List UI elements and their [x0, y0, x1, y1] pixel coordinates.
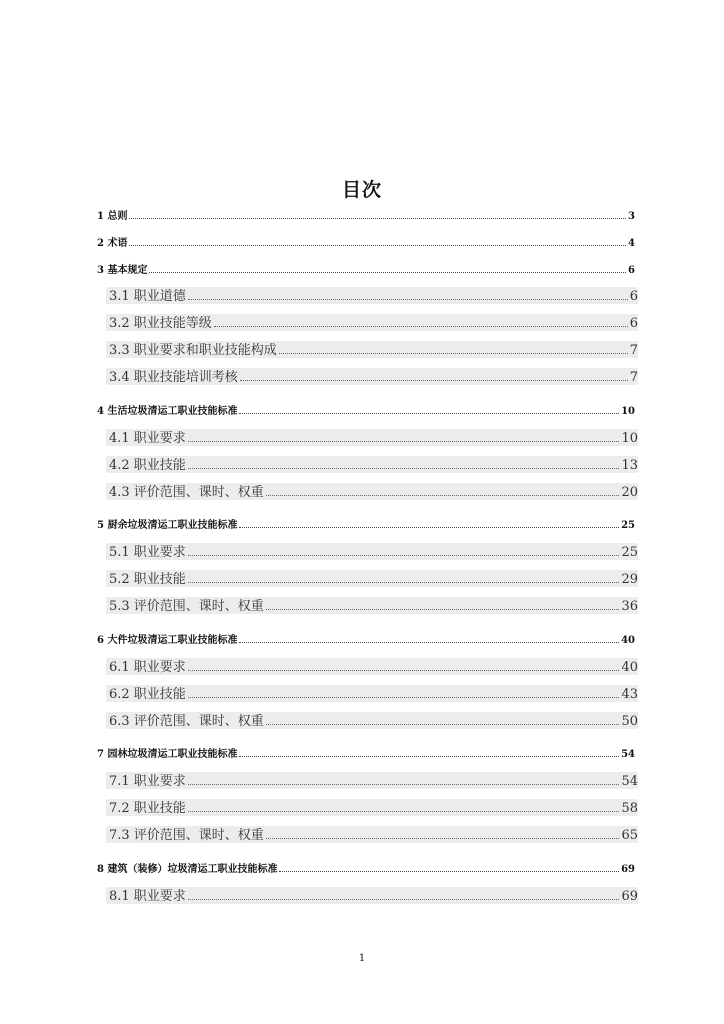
toc-entry-page: 25 [621, 520, 635, 531]
toc-entry-label: 6.3 评价范围、课时、权重 [109, 714, 264, 729]
toc-entry[interactable] [97, 403, 635, 417]
toc-entry-label: 8.1 职业要求 [109, 889, 186, 904]
toc-entry[interactable] [97, 235, 635, 249]
toc-entry[interactable] [106, 658, 638, 675]
toc-entry-label: 5.2 职业技能 [109, 572, 186, 587]
toc-entry-page: 4 [628, 238, 635, 249]
toc-entry-page: 6 [629, 316, 638, 331]
toc-entry[interactable] [97, 262, 635, 276]
toc-entry-label: 3.4 职业技能培训考核 [109, 370, 238, 385]
toc-entry-page: 69 [621, 889, 638, 904]
toc-entry-label: 5.3 评价范围、课时、权重 [109, 599, 264, 614]
toc-entry-label: 3.3 职业要求和职业技能构成 [109, 343, 277, 358]
toc-entry-label: 4.2 职业技能 [109, 458, 186, 473]
toc-entry[interactable] [106, 712, 638, 729]
toc-entry-page: 43 [621, 687, 638, 702]
toc-entry-label: 6.1 职业要求 [109, 660, 186, 675]
toc-entry-label: 7 园林垃圾清运工职业技能标准 [97, 749, 238, 760]
toc-leader-dots [188, 299, 628, 300]
toc-entry[interactable] [106, 456, 638, 473]
toc-entry-label: 6 大件垃圾清运工职业技能标准 [97, 635, 238, 646]
toc-leader-dots [239, 413, 619, 414]
toc-entry-page: 13 [621, 458, 638, 473]
toc-leader-dots [188, 468, 620, 469]
toc-entry[interactable] [106, 314, 638, 331]
toc-entry-label: 3.1 职业道德 [109, 289, 186, 304]
toc-entry-label: 4.3 评价范围、课时、权重 [109, 485, 264, 500]
toc-entry-page: 54 [621, 774, 638, 789]
toc-leader-dots [266, 609, 620, 610]
toc-entry[interactable] [106, 685, 638, 702]
toc-entry-label: 2 术语 [97, 238, 128, 249]
toc-leader-dots [239, 756, 619, 757]
toc-leader-dots [149, 272, 626, 273]
toc-entry[interactable] [106, 772, 638, 789]
toc-entry-label: 6.2 职业技能 [109, 687, 186, 702]
toc-entry-page: 40 [621, 635, 635, 646]
toc-entry-page: 40 [621, 660, 638, 675]
toc-entry-page: 36 [621, 599, 638, 614]
toc-entry-page: 69 [621, 864, 635, 875]
toc-entry-label: 3.2 职业技能等级 [109, 316, 212, 331]
toc-leader-dots [129, 245, 626, 246]
toc-entry-label: 3 基本规定 [97, 265, 148, 276]
toc-entry-label: 5 厨余垃圾清运工职业技能标准 [97, 520, 238, 531]
toc-entry[interactable] [106, 570, 638, 587]
toc-entry-page: 6 [629, 289, 638, 304]
toc-leader-dots [279, 353, 628, 354]
toc-leader-dots [129, 218, 626, 219]
toc-entry-label: 5.1 职业要求 [109, 545, 186, 560]
toc-entry-page: 20 [621, 485, 638, 500]
toc-entry[interactable] [97, 517, 635, 531]
toc-entry[interactable] [97, 861, 635, 875]
toc-leader-dots [266, 495, 620, 496]
toc-entry-page: 25 [621, 545, 638, 560]
toc-leader-dots [188, 441, 620, 442]
toc-leader-dots [239, 642, 619, 643]
toc-entry-label: 8 建筑（装修）垃圾清运工职业技能标准 [97, 864, 278, 875]
toc-leader-dots [188, 670, 620, 671]
toc-entry-label: 7.1 职业要求 [109, 774, 186, 789]
toc-entry[interactable] [106, 429, 638, 446]
toc-entry[interactable] [106, 368, 638, 385]
toc-leader-dots [188, 697, 620, 698]
toc-entry-page: 58 [621, 801, 638, 816]
toc-entry-page: 10 [621, 431, 638, 446]
toc-leader-dots [214, 326, 628, 327]
toc-entry-label: 1 总则 [97, 211, 128, 222]
toc-leader-dots [266, 724, 620, 725]
toc-leader-dots [188, 784, 620, 785]
toc-entry-label: 7.2 职业技能 [109, 801, 186, 816]
toc-entry[interactable] [106, 826, 638, 843]
toc-entry[interactable] [97, 746, 635, 760]
toc-entry[interactable] [106, 341, 638, 358]
toc-entry-page: 65 [621, 828, 638, 843]
toc-entry[interactable] [106, 597, 638, 614]
toc-leader-dots [188, 811, 620, 812]
toc-entry-label: 4 生活垃圾清运工职业技能标准 [97, 406, 238, 417]
toc-leader-dots [240, 380, 628, 381]
toc-entry-page: 3 [628, 211, 635, 222]
toc-entry-page: 50 [621, 714, 638, 729]
toc-entry[interactable] [106, 887, 638, 904]
toc-entry-page: 54 [621, 749, 635, 760]
toc-leader-dots [188, 899, 620, 900]
toc-entry[interactable] [106, 483, 638, 500]
page-title: 目次 [341, 179, 382, 201]
toc-entry[interactable] [97, 208, 635, 222]
toc-leader-dots [239, 527, 619, 528]
toc-entry[interactable] [106, 543, 638, 560]
toc-entry-page: 7 [629, 370, 638, 385]
toc-entry[interactable] [106, 799, 638, 816]
toc-entry-page: 29 [621, 572, 638, 587]
toc-entry-page: 7 [629, 343, 638, 358]
toc-entry[interactable] [97, 632, 635, 646]
toc-entry-label: 4.1 职业要求 [109, 431, 186, 446]
toc-entry[interactable] [106, 287, 638, 304]
toc-entry-label: 7.3 评价范围、课时、权重 [109, 828, 264, 843]
page-number: 1 [358, 953, 366, 964]
toc-entry-page: 10 [621, 406, 635, 417]
toc-leader-dots [266, 838, 620, 839]
toc-leader-dots [188, 555, 620, 556]
toc-leader-dots [279, 871, 619, 872]
toc-entry-page: 6 [628, 265, 635, 276]
toc-leader-dots [188, 582, 620, 583]
